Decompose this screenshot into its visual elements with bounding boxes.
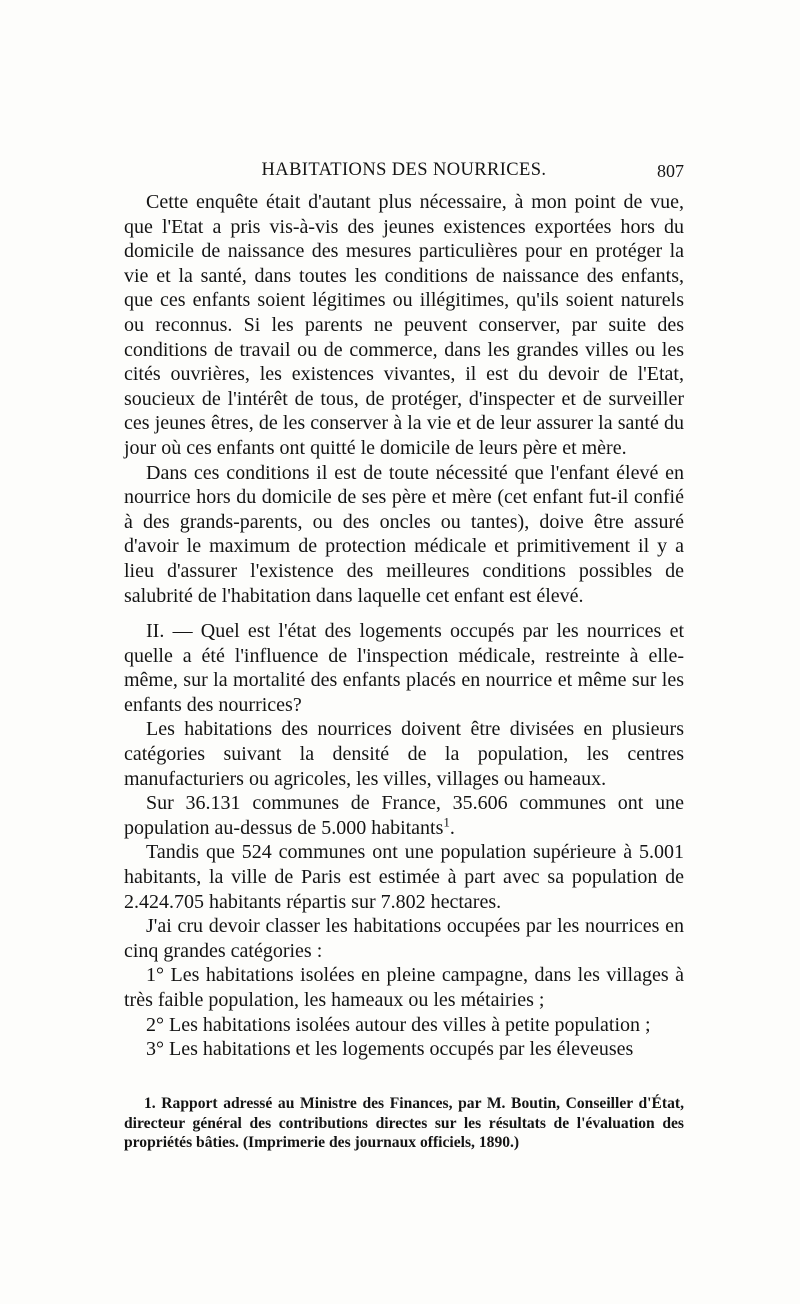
footnote-1: 1. Rapport adressé au Ministre des Finances, par M. Boutin, Conseiller d'État, directeur général des contributions directes sur les résultats de l'évaluation des propriétés bâties. (Imprimerie des journaux officiels, 1890.) xyxy=(124,1095,684,1151)
paragraph-5 xyxy=(124,791,684,840)
paragraph-4: Les habitations des nourrices doivent être divisées en plusieurs catégories suivant la densité de la population, les centres manufacturiers ou agricoles, les villes, villages ou hameaux. xyxy=(124,718,684,790)
paragraph-5-end: . xyxy=(449,816,455,839)
paragraph-1: Cette enquête était d'autant plus nécessaire, à mon point de vue, que l'Etat a pris vis-à-vis des jeunes existences exportées hors du domicile de naissance des mesures particulières pour en protéger la vie et la santé, dans toutes les conditions de naissance des enfants, que ces enfants soient légitimes ou illégitimes, qu'ils soient naturels ou reconnus. Si les parents ne peuvent conserver, par suite des conditions de travail ou de commerce, dans les grandes villes ou les cités ouvrières, les existences vivantes, il est du devoir de l'Etat, soucieux de l'intérêt de tous, de protéger, d'inspecter et de surveiller ces jeunes êtres, de les conserver à la vie et de leur assurer la santé du jour où ces enfants ont quitté le domicile de leurs père et mère. xyxy=(124,191,684,459)
paragraph-7: J'ai cru devoir classer les habitations occupées par les nourrices en cinq grandes catégories : xyxy=(124,915,684,962)
paragraph-3: II. — Quel est l'état des logements occupés par les nourrices et quelle a été l'influence de l'inspection médicale, restreinte à elle-même, sur la mortalité des enfants placés en nourrice et même sur les enfants des nourrices? xyxy=(124,620,684,716)
paragraph-8: 1° Les habitations isolées en pleine campagne, dans les villages à très faible population, les hameaux ou les métairies ; xyxy=(124,964,684,1011)
paragraph-10: 3° Les habitations et les logements occupés par les éleveuses xyxy=(146,1038,634,1061)
running-title: HABITATIONS DES NOURRICES. xyxy=(261,160,547,180)
running-head xyxy=(124,158,684,184)
paragraph-2: Dans ces conditions il est de toute nécessité que l'enfant élevé en nourrice hors du domicile de ses père et mère (cet enfant fut-il confié à des grands-parents, ou des oncles ou tantes), doive être assuré d'avoir le maximum de protection médicale et primitivement il y a lieu d'assurer l'existence des meilleures conditions possibles de salubrité de l'habitation dans laquelle cet enfant est élevé. xyxy=(124,461,684,607)
paragraph-9: 2° Les habitations isolées autour des villes à petite population ; xyxy=(146,1013,651,1036)
paragraph-6: Tandis que 524 communes ont une population supérieure à 5.001 habitants, la ville de Paris est estimée à part avec sa population de 2.424.705 habitants répartis sur 7.802 hectares. xyxy=(124,841,684,913)
footnotes xyxy=(124,1094,684,1153)
body-text xyxy=(124,190,684,1062)
paragraph-5-text: Sur 36.131 communes de France, 35.606 communes ont une population au-dessus de 5.000 habitants xyxy=(124,792,684,839)
footnote-reference: 1 xyxy=(443,814,450,830)
page-number: 807 xyxy=(657,161,684,181)
